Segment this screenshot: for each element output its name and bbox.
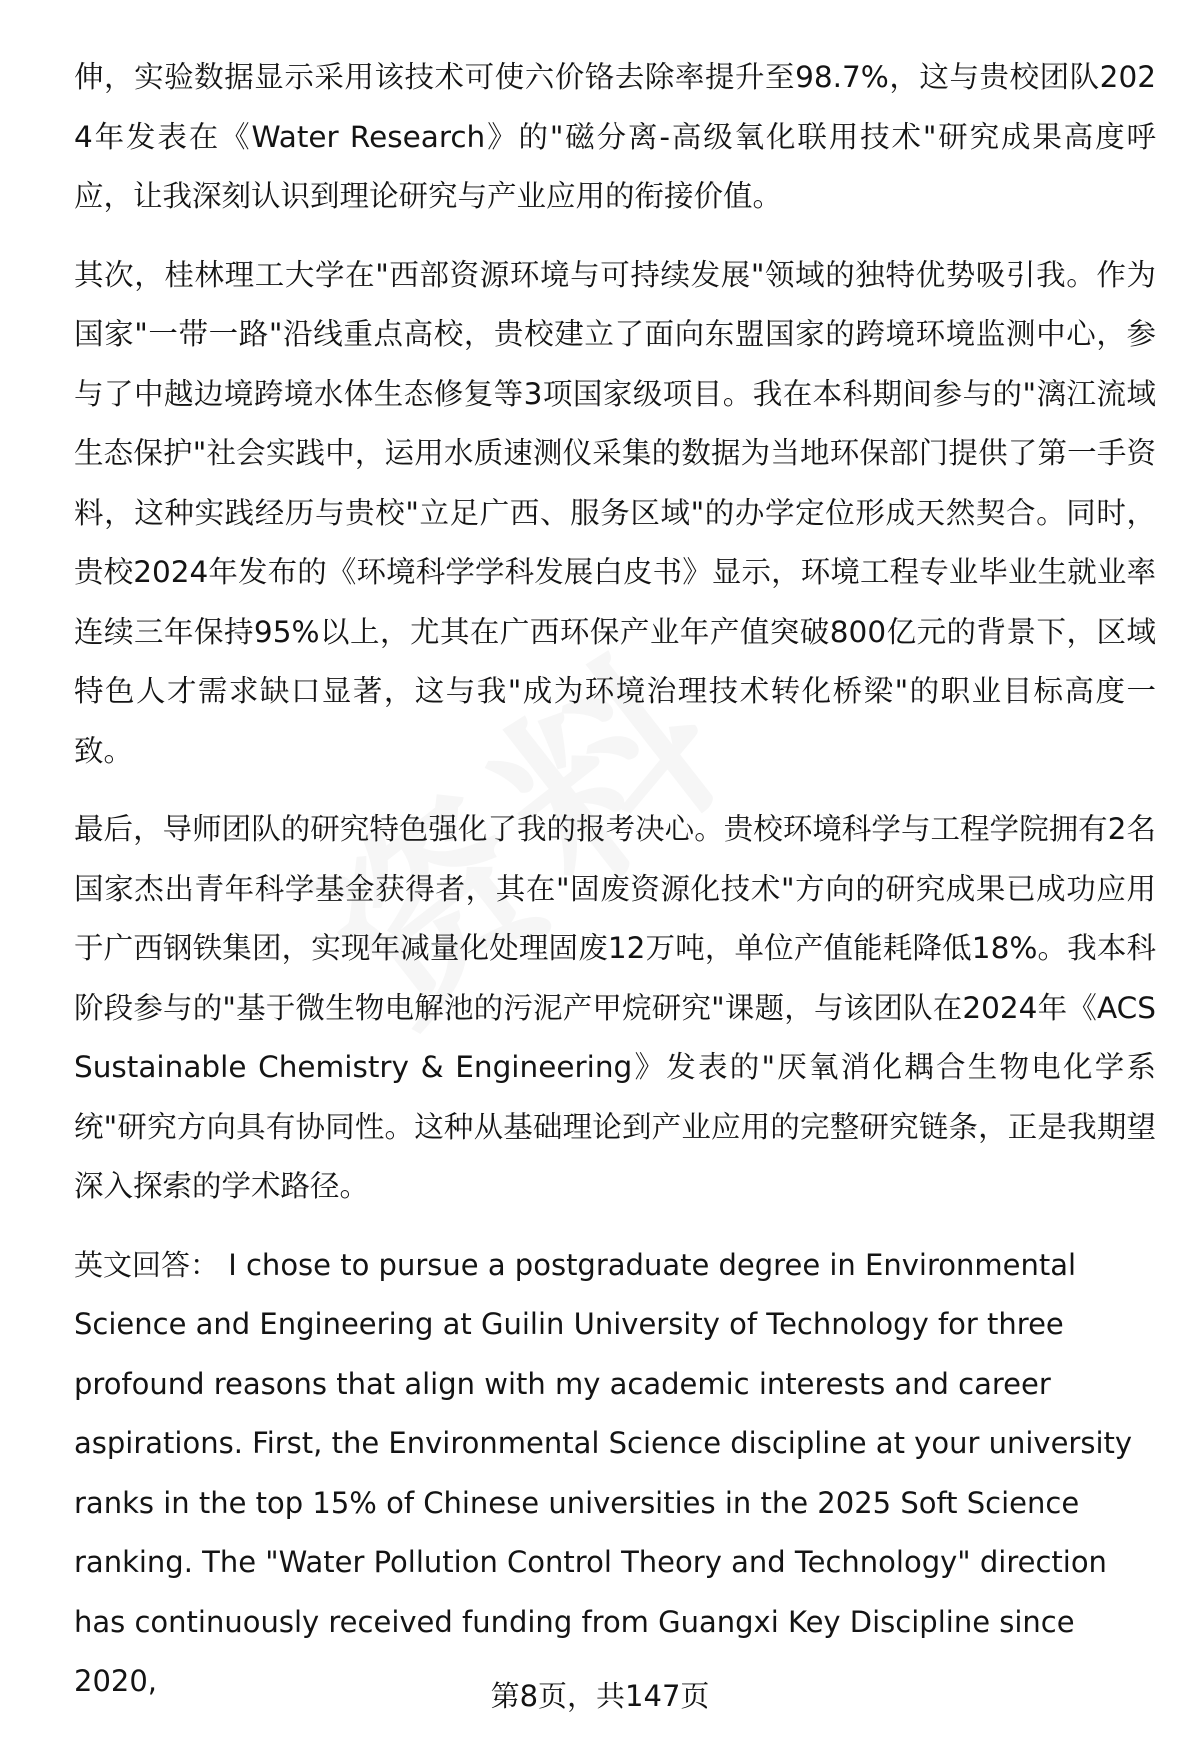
paragraph-third-reason: 最后，导师团队的研究特色强化了我的报考决心。贵校环境科学与工程学院拥有2名国家杰出青年科学基金获得者，其在"固废资源化技术"方向的研究成果已成功应用于广西钢铁集团，实现年减量化处理固废12万吨，单位产值能耗降低18%。我本科阶段参与的"基于微生物电解池的污泥产甲烷研究"课题，与该团队在2024年《ACS Sustainable Chemistry & Engineering》发表的"厌氧消化耦合生物电化学系统"研究方向具有协同性。这种从基础理论到产业应用的完整研究链条，正是我期望深入探索的学术路径。 xyxy=(74,812,1156,1203)
paragraph-continuation: 伸，实验数据显示采用该技术可使六价铬去除率提升至98.7%，这与贵校团队2024年发表在《Water Research》的"磁分离-高级氧化联用技术"研究成果高度呼应，让我深刻认识到理论研究与产业应用的衔接价值。 xyxy=(74,60,1156,213)
document-body xyxy=(74,48,1156,1731)
paragraph-second-reason: 其次，桂林理工大学在"西部资源环境与可持续发展"领域的独特优势吸引我。作为国家"一带一路"沿线重点高校，贵校建立了面向东盟国家的跨境环境监测中心，参与了中越边境跨境水体生态修复等3项国家级项目。我在本科期间参与的"漓江流域生态保护"社会实践中，运用水质速测仪采集的数据为当地环保部门提供了第一手资料，这种实践经历与贵校"立足广西、服务区域"的办学定位形成天然契合。同时，贵校2024年发布的《环境科学学科发展白皮书》显示，环境工程专业毕业生就业率连续三年保持95%以上，尤其在广西环保产业年产值突破800亿元的背景下，区域特色人才需求缺口显著，这与我"成为环境治理技术转化桥梁"的职业目标高度一致。 xyxy=(74,257,1156,768)
page-number-footer: 第8页，共147页 xyxy=(490,1679,710,1713)
paragraph-english-answer: 英文回答： I chose to pursue a postgraduate degree in Environmental Science and Engineering at Guilin University of Technology for three profound reasons that align with my academic interests and career aspirations. First, the Environmental Science discipline at your university ranks in the top 15% of Chinese universities in the 2025 Soft Science ranking. The "Water Pollution Control Theory and Technology" direction has continuously received funding from Guangxi Key Discipline since 2020, xyxy=(74,1247,1133,1698)
